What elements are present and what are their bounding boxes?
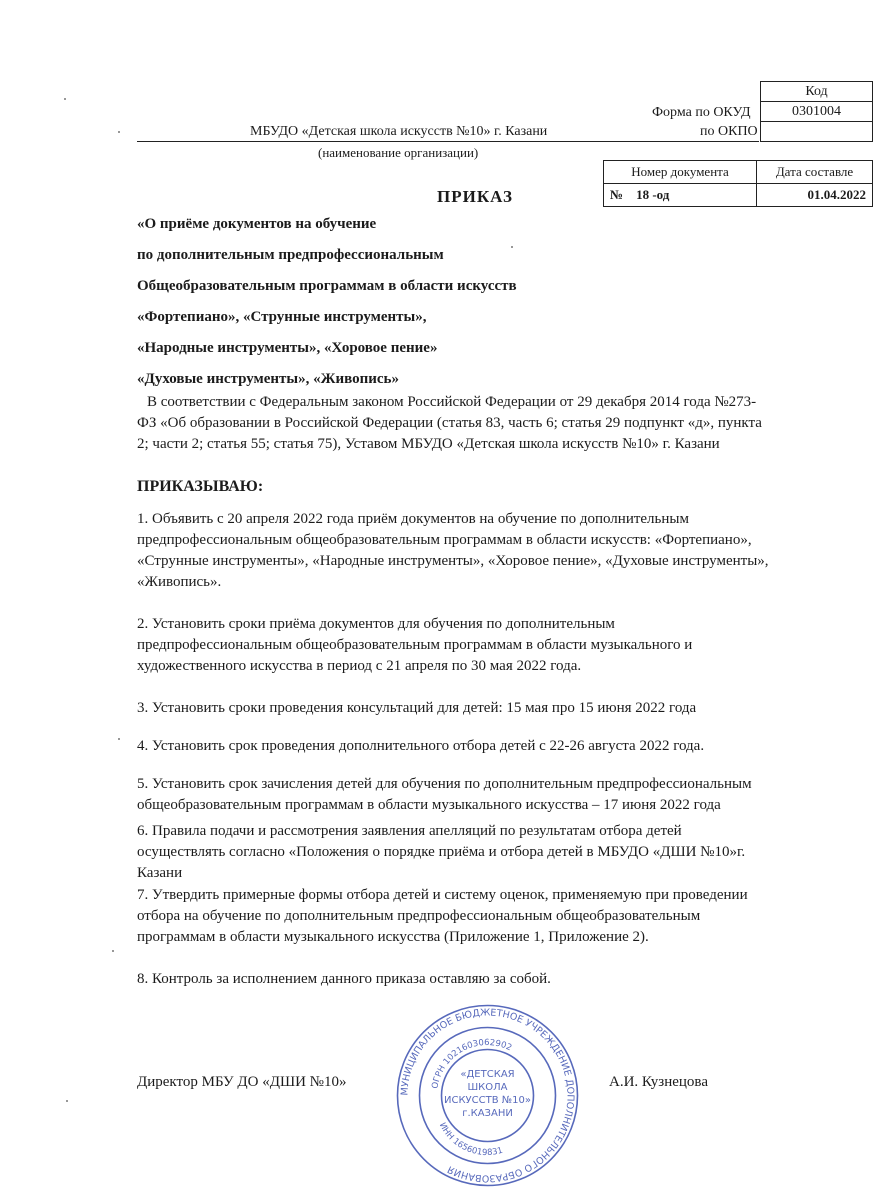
order-item-line: общеобразовательным программам в области музыкального искусства – 17 июня 2022 года bbox=[137, 797, 721, 813]
order-item-line: 8. Контроль за исполнением данного приказа оставляю за собой. bbox=[137, 971, 551, 987]
stamp-inn: ИНН 1656019831 bbox=[436, 1121, 505, 1159]
scan-speck bbox=[118, 738, 120, 740]
document-number-table bbox=[603, 160, 873, 207]
okpo-label: по ОКПО bbox=[700, 124, 758, 139]
preamble-line: ФЗ «Об образовании в Российской Федерации (статья 83, часть 6; статья 29 подпункт «д», пункта bbox=[137, 415, 762, 431]
order-word: ПРИКАЗЫВАЮ: bbox=[137, 478, 264, 495]
doc-date: 01.04.2022 bbox=[757, 184, 873, 207]
order-item-line: 5. Установить срок зачисления детей для обучения по дополнительным предпрофессиональным bbox=[137, 776, 752, 792]
stamp-center-line: г.КАЗАНИ bbox=[462, 1108, 513, 1119]
subject-line: Общеобразовательным программам в области искусств bbox=[137, 278, 517, 294]
code-header: Код bbox=[761, 82, 873, 102]
stamp-ogrn: ОГРН 1021603062902 bbox=[430, 1037, 514, 1090]
code-table bbox=[760, 81, 873, 142]
order-item-line: 3. Установить сроки проведения консультаций для детей: 15 мая про 15 июня 2022 года bbox=[137, 700, 697, 716]
doc-date-header: Дата составле bbox=[757, 161, 873, 184]
subject-line: «Духовые инструменты», «Живопись» bbox=[137, 371, 399, 387]
okpo-code bbox=[761, 122, 873, 142]
order-item-line: предпрофессиональным общеобразовательным программам в области искусств: «Фортепиано», bbox=[137, 532, 752, 548]
order-item bbox=[137, 698, 696, 719]
subject-line: по дополнительным предпрофессиональным bbox=[137, 247, 444, 263]
scan-speck bbox=[64, 98, 66, 100]
order-item-line: 6. Правила подачи и рассмотрения заявления апелляций по результатам отбора детей bbox=[137, 823, 682, 839]
organization-underline bbox=[137, 141, 759, 142]
order-item-line: «Струнные инструменты», «Народные инструменты», «Хоровое пение», «Духовые инструменты», bbox=[137, 553, 769, 569]
stamp-center-line: ИСКУССТВ №10» bbox=[443, 1095, 532, 1106]
order-item-line: программам в области музыкального искусства (Приложение 1, Приложение 2). bbox=[137, 929, 649, 945]
order-item-line: осуществлять согласно «Положения о порядке приёма и отбора детей в МБУДО «ДШИ №10»г. bbox=[137, 844, 746, 860]
form-okud-label: Форма по ОКУД bbox=[652, 105, 751, 120]
order-item-line: художественного искусства в период с 21 апреля по 30 мая 2022 года. bbox=[137, 658, 582, 674]
signature-position: Директор МБУ ДО «ДШИ №10» bbox=[137, 1074, 347, 1090]
order-item-line: предпрофессиональным общеобразовательным программам в области музыкального и bbox=[137, 637, 693, 653]
organization-caption: (наименование организации) bbox=[318, 145, 479, 160]
doc-number-header: Номер документа bbox=[604, 161, 757, 184]
preamble-line: В соответствии с Федеральным законом Российской Федерации от 29 декабря 2014 года №273- bbox=[147, 394, 757, 410]
order-subject bbox=[137, 209, 517, 395]
doc-number-cell bbox=[604, 184, 757, 207]
order-item bbox=[137, 885, 748, 948]
order-item bbox=[137, 774, 752, 816]
order-item bbox=[137, 614, 692, 677]
page-title: ПРИКАЗ bbox=[437, 187, 513, 206]
scan-speck bbox=[118, 131, 120, 133]
order-item-line: «Живопись». bbox=[137, 574, 222, 590]
scan-speck bbox=[112, 950, 114, 952]
order-item bbox=[137, 821, 745, 884]
order-item-line: 1. Объявить с 20 апреля 2022 года приём документов на обучение по дополнительным bbox=[137, 511, 689, 527]
organization-name: МБУДО «Детская школа искусств №10» г. Казани bbox=[250, 124, 548, 139]
stamp-outer-text: МУНИЦИПАЛЬНОЕ БЮДЖЕТНОЕ УЧРЕЖДЕНИЕ ДОПОЛНИТЕЛЬНОГО ОБРАЗОВАНИЯ bbox=[399, 1007, 576, 1184]
preamble-line: 2; части 2; статья 55; статья 75), Уставом МБУДО «Детская школа искусств №10» г. Казани bbox=[137, 436, 720, 452]
order-item-line: 7. Утвердить примерные формы отбора детей и систему оценок, применяемую при проведении bbox=[137, 887, 748, 903]
scan-speck bbox=[511, 246, 513, 248]
doc-number: 18 -од bbox=[636, 187, 670, 202]
official-stamp bbox=[395, 1003, 580, 1188]
signature-name: А.И. Кузнецова bbox=[609, 1074, 708, 1090]
subject-line: «Фортепиано», «Струнные инструменты», bbox=[137, 309, 427, 325]
order-item-line: Казани bbox=[137, 865, 183, 881]
svg-text:ИНН 1656019831 bbox=[437, 1121, 504, 1158]
order-item bbox=[137, 969, 551, 990]
subject-line: «Народные инструменты», «Хоровое пение» bbox=[137, 340, 438, 356]
doc-number-prefix: № bbox=[610, 187, 624, 202]
order-item bbox=[137, 736, 704, 757]
stamp-center-line: «ДЕТСКАЯ bbox=[460, 1069, 515, 1080]
subject-line: «О приёме документов на обучение bbox=[137, 216, 377, 232]
order-item bbox=[137, 509, 769, 593]
order-item-line: 4. Установить срок проведения дополнительного отбора детей с 22-26 августа 2022 года. bbox=[137, 738, 705, 754]
scan-speck bbox=[66, 1100, 68, 1102]
preamble bbox=[137, 392, 762, 455]
order-item-line: отбора на обучение по дополнительным предпрофессиональным общеобразовательным bbox=[137, 908, 701, 924]
okud-code: 0301004 bbox=[761, 102, 873, 122]
order-item-line: 2. Установить сроки приёма документов для обучения по дополнительным bbox=[137, 616, 615, 632]
stamp-center-line: ШКОЛА bbox=[467, 1082, 508, 1093]
